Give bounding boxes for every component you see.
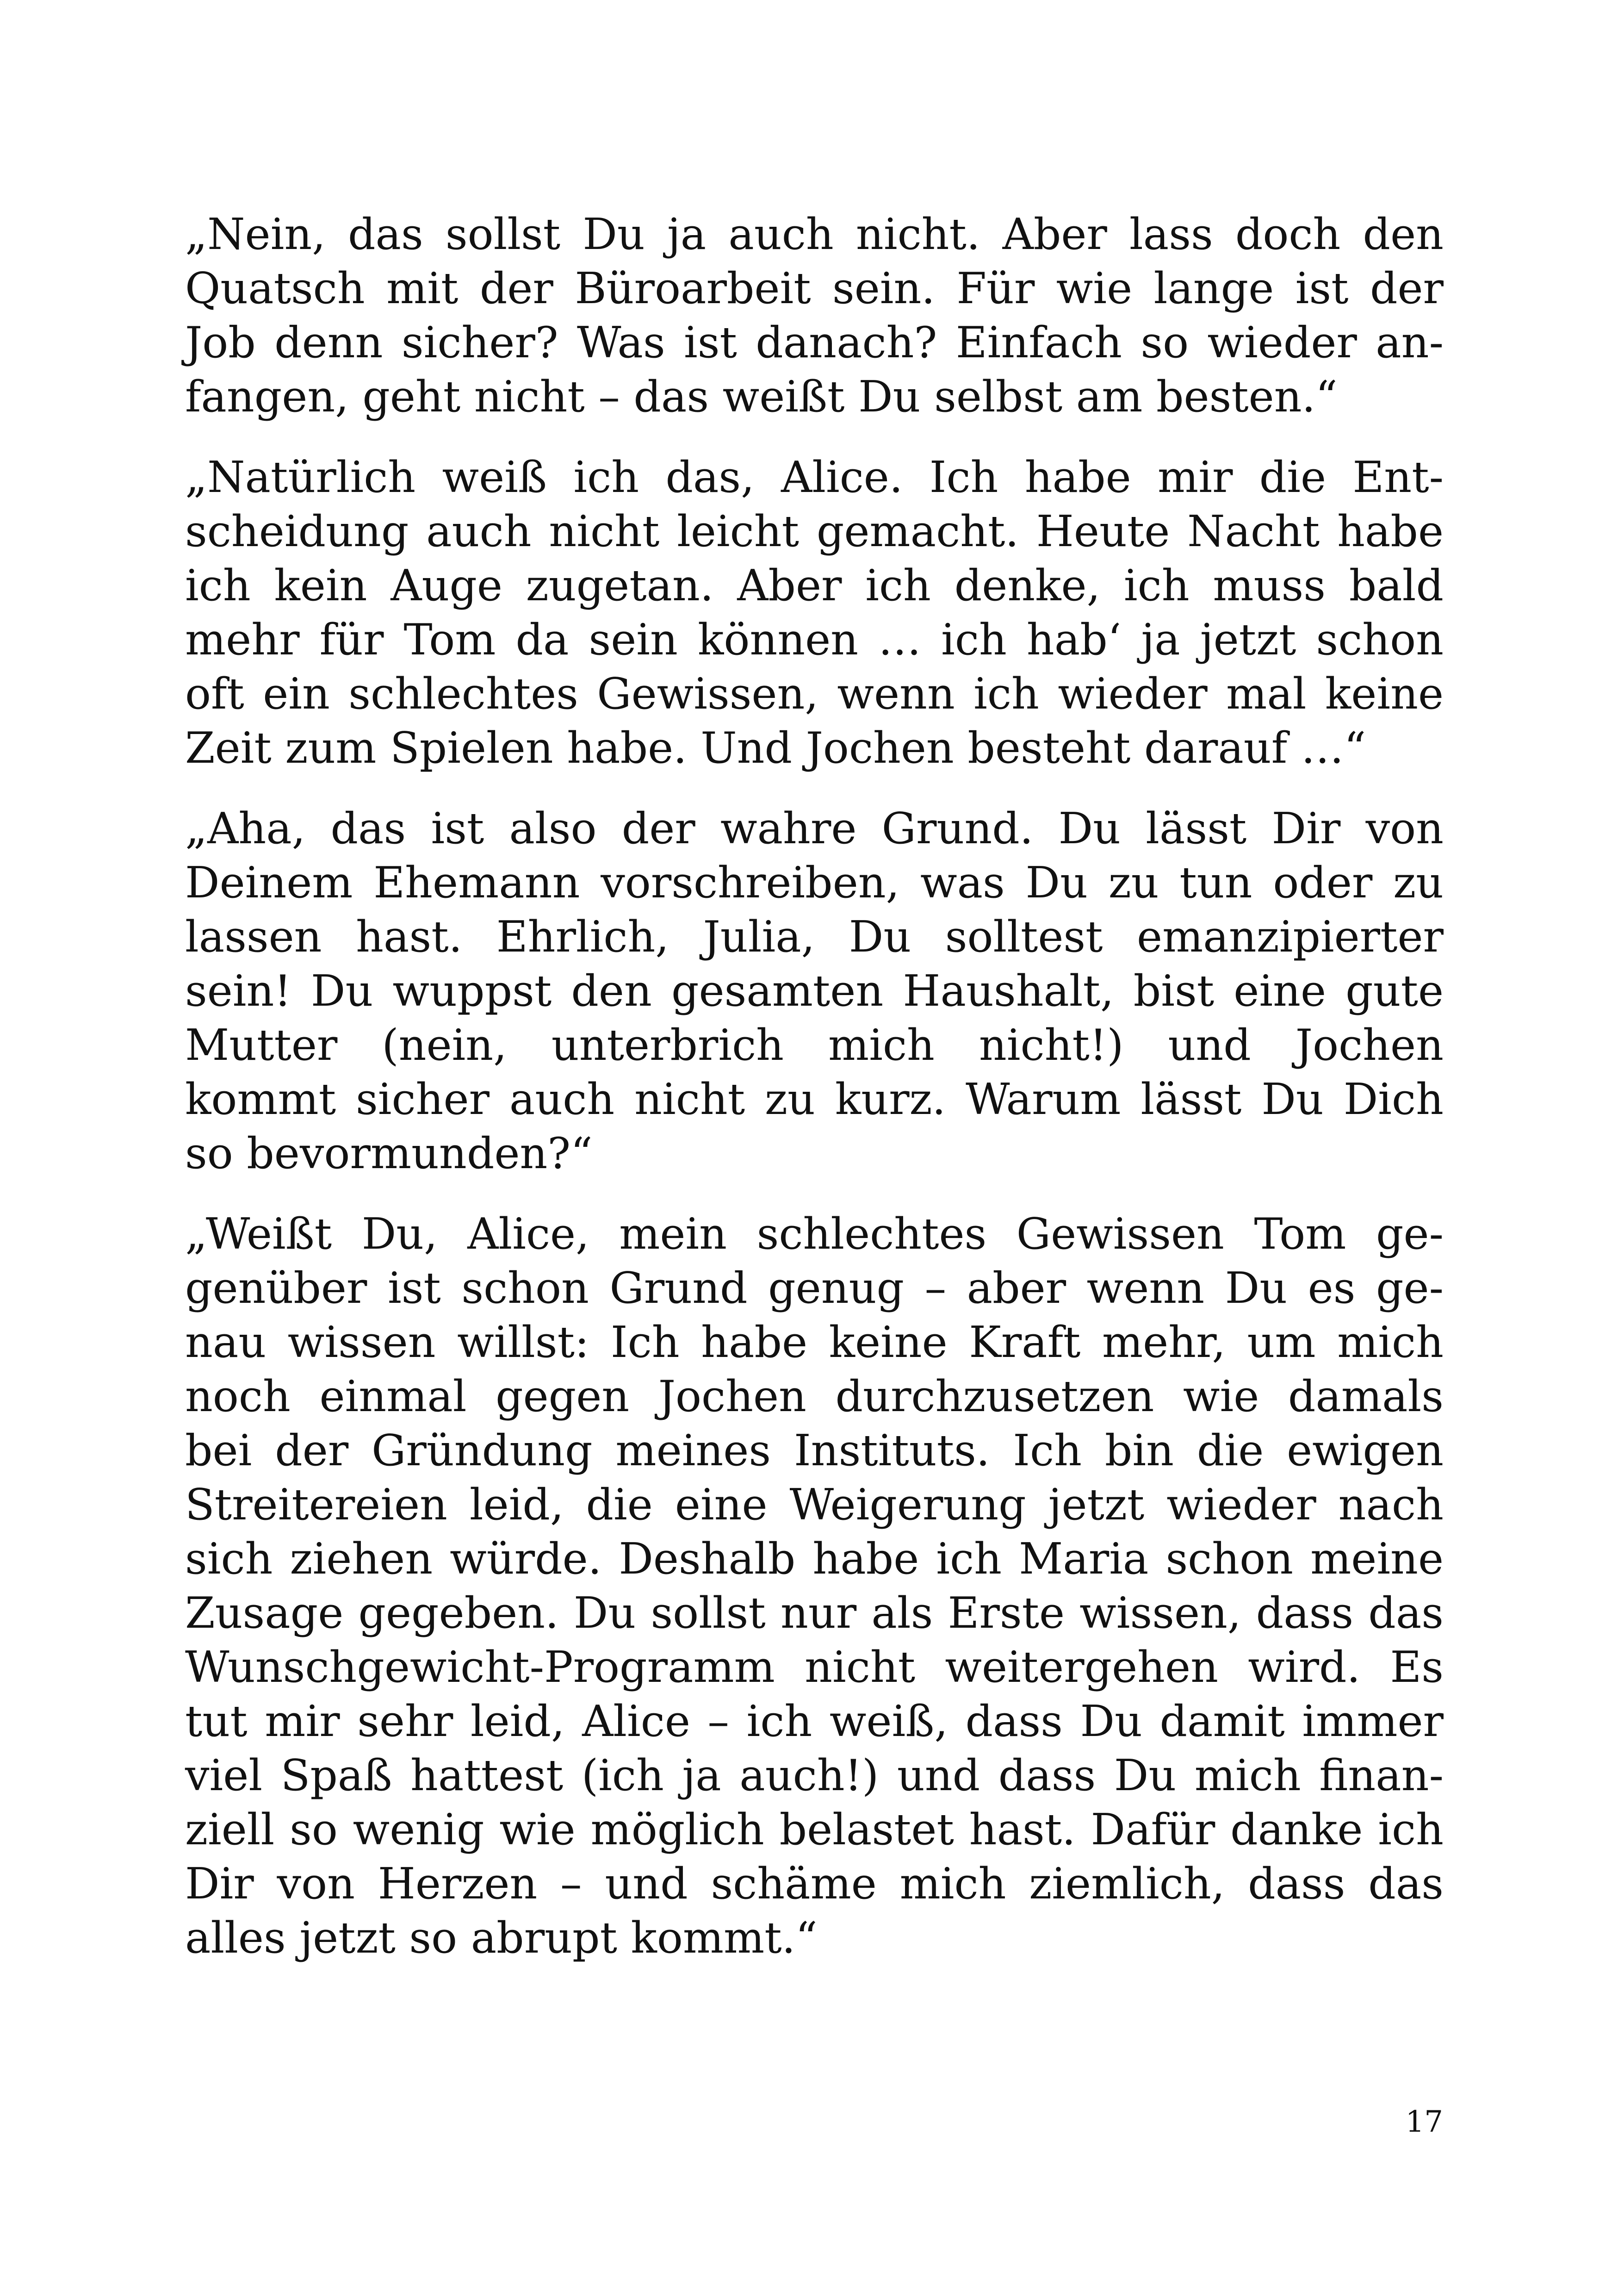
text-line: Quatsch mit der Büroarbeit sein. Für wie lange ist der xyxy=(185,263,1444,313)
paragraph xyxy=(185,450,1444,775)
text-line: „Weißt Du, Alice, mein schlechtes Gewissen Tom ge- xyxy=(185,1209,1444,1259)
text-line: lassen hast. Ehrlich, Julia, Du solltest emanzipierter xyxy=(185,912,1444,962)
text-line: Mutter (nein, unterbrich mich nicht!) und Jochen xyxy=(185,1020,1444,1070)
text-line: Zusage gegeben. Du sollst nur als Erste wissen, dass das xyxy=(185,1588,1444,1638)
text-line: Wunschgewicht-Programm nicht weitergehen wird. Es xyxy=(185,1642,1444,1692)
text-line: bei der Gründung meines Instituts. Ich bin die ewigen xyxy=(185,1425,1444,1475)
text-line: tut mir sehr leid, Alice – ich weiß, dass Du damit immer xyxy=(185,1696,1444,1746)
text-line: „Nein, das sollst Du ja auch nicht. Aber lass doch den xyxy=(185,209,1444,259)
text-line: nau wissen willst: Ich habe keine Kraft mehr, um mich xyxy=(185,1317,1444,1367)
text-line: Streitereien leid, die eine Weigerung jetzt wieder nach xyxy=(185,1480,1444,1530)
text-line: Zeit zum Spielen habe. Und Jochen besteht darauf …“ xyxy=(185,723,1366,773)
text-line: sein! Du wuppst den gesamten Haushalt, bist eine gute xyxy=(185,966,1444,1016)
text-line: oft ein schlechtes Gewissen, wenn ich wieder mal keine xyxy=(185,669,1444,719)
text-line: ich kein Auge zugetan. Aber ich denke, ich muss bald xyxy=(185,560,1444,610)
paragraph xyxy=(185,1207,1444,1965)
text-line: kommt sicher auch nicht zu kurz. Warum lässt Du Dich xyxy=(185,1074,1444,1124)
text-line: Job denn sicher? Was ist danach? Einfach so wieder an- xyxy=(185,317,1444,367)
text-line: „Aha, das ist also der wahre Grund. Du lässt Dir von xyxy=(185,803,1444,853)
text-line: viel Spaß hattest (ich ja auch!) und dass Du mich finan- xyxy=(185,1750,1444,1800)
text-line: noch einmal gegen Jochen durchzusetzen wie damals xyxy=(185,1371,1444,1421)
text-line: scheidung auch nicht leicht gemacht. Heute Nacht habe xyxy=(185,506,1444,556)
text-line: alles jetzt so abrupt kommt.“ xyxy=(185,1913,818,1963)
paragraph xyxy=(185,802,1444,1181)
text-line: genüber ist schon Grund genug – aber wenn Du es ge- xyxy=(185,1263,1444,1313)
text-line: sich ziehen würde. Deshalb habe ich Maria schon meine xyxy=(185,1534,1444,1584)
text-line: fangen, geht nicht – das weißt Du selbst am besten.“ xyxy=(185,372,1338,422)
text-line: „Natürlich weiß ich das, Alice. Ich habe mir die Ent- xyxy=(185,452,1444,502)
text-line: ziell so wenig wie möglich belastet hast. Dafür danke ich xyxy=(185,1804,1444,1854)
text-line: so bevormunden?“ xyxy=(185,1128,593,1178)
text-line: Deinem Ehemann vorschreiben, was Du zu tun oder zu xyxy=(185,858,1444,908)
text-line: mehr für Tom da sein können … ich hab‘ ja jetzt schon xyxy=(185,615,1444,665)
body-text xyxy=(185,207,1444,1991)
text-line: Dir von Herzen – und schäme mich ziemlich, dass das xyxy=(185,1859,1444,1909)
page-number: 17 xyxy=(1405,2105,1443,2139)
paragraph xyxy=(185,207,1444,424)
